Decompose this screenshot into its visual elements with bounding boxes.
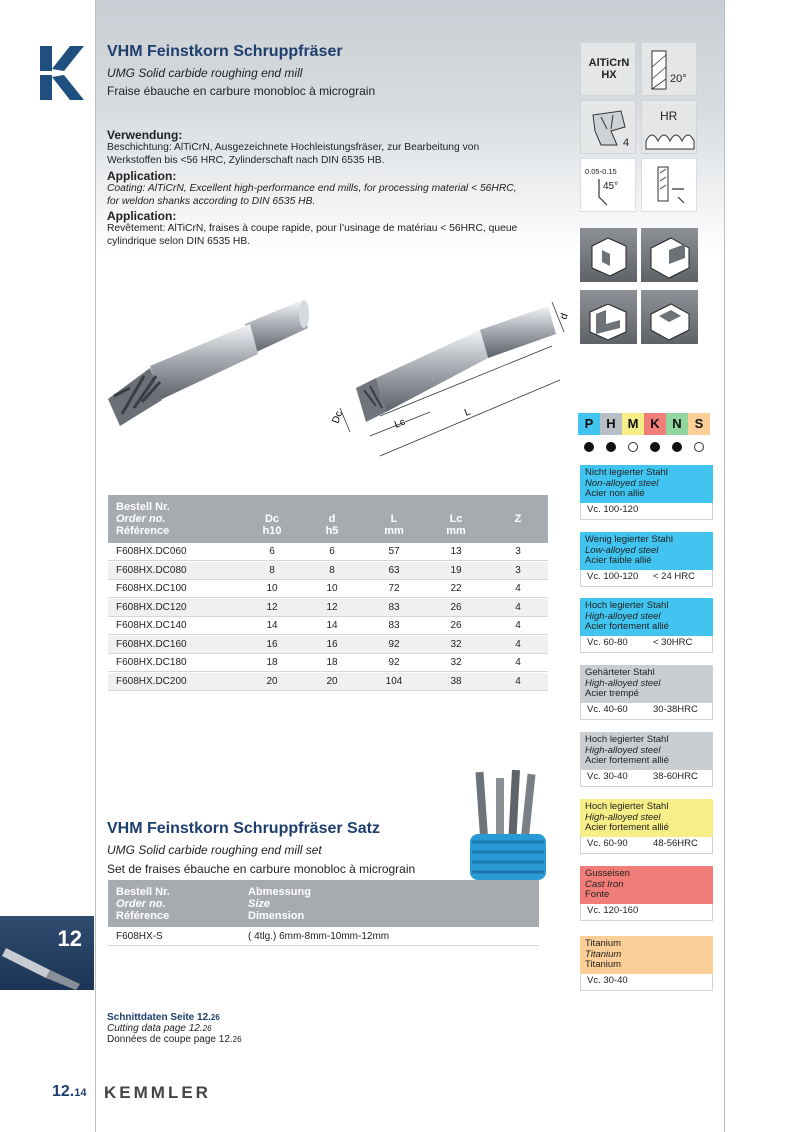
- cutting-speed-row: [580, 770, 713, 787]
- table-row: [108, 636, 548, 654]
- flutes-icon: [580, 100, 636, 154]
- table-cell: 12: [266, 601, 278, 613]
- cutting-data-reference: Schnittdaten Seite 12.26 Cutting data page 12.26 Données de coupe page 12.26: [107, 1012, 242, 1045]
- material-names: [580, 732, 713, 770]
- end-mill-diagram: [320, 296, 580, 466]
- tool-set-photo: [468, 768, 552, 886]
- order-no-label-de: Bestell Nr.: [116, 501, 170, 513]
- material-names: [580, 532, 713, 570]
- order-number: F608HX.DC120: [116, 601, 187, 613]
- table-cell: 4: [515, 583, 521, 594]
- cutting-speed-row: [580, 904, 713, 921]
- material-block: [580, 598, 713, 653]
- material-name-fr: Acier fortement allié: [585, 621, 669, 632]
- chamfer-angle-label: 45°: [603, 181, 619, 192]
- table-cell: 104: [385, 675, 403, 687]
- table-cell: 10: [266, 583, 278, 594]
- cutting-speed: Vc. 30-40: [587, 975, 628, 986]
- material-name-de: Gusseisen: [585, 868, 630, 879]
- material-name-fr: Acier fortement allié: [585, 755, 669, 766]
- hardness: 30-38HRC: [653, 704, 698, 715]
- coating-label: AlTiCrN HX: [588, 57, 630, 81]
- material-name-fr: Fonte: [585, 889, 610, 900]
- cutting-speed: Vc. 60-90: [587, 838, 628, 849]
- cutting-speed: Vc. 100-120: [587, 571, 639, 582]
- col-l-header: L mm: [384, 513, 404, 537]
- material-name-fr: Acier non allié: [585, 488, 645, 499]
- usage-label: Verwendung:: [107, 128, 183, 142]
- material-name-en: Non-alloyed steel: [585, 477, 659, 489]
- hardness: < 30HRC: [653, 637, 693, 648]
- table-row: [108, 654, 548, 672]
- size-label-de: Abmessung: [248, 886, 311, 898]
- table-cell: 57: [388, 546, 400, 557]
- table-cell: 6: [269, 546, 275, 557]
- table-cell: 16: [266, 638, 278, 650]
- material-block: [580, 732, 713, 787]
- divider: [724, 0, 725, 1132]
- material-name-en: High-alloyed steel: [585, 610, 661, 622]
- col-dc-header: Dc h10: [262, 513, 282, 537]
- table-cell: 92: [388, 657, 400, 668]
- cutting-speed-row: [580, 636, 713, 653]
- kemmler-logo: [40, 46, 84, 100]
- helix-angle-icon: [641, 42, 697, 96]
- coating-icon: [580, 42, 636, 96]
- table-cell: 83: [388, 620, 400, 631]
- material-code-s: S: [688, 413, 710, 435]
- suitability-dot: [688, 436, 710, 458]
- table-cell: 63: [388, 564, 400, 576]
- col-lc-header: Lc mm: [446, 513, 466, 537]
- table-cell: 72: [388, 583, 400, 594]
- material-name-en: Titanium: [585, 948, 622, 960]
- material-name-en: High-alloyed steel: [585, 744, 661, 756]
- table-cell: 32: [450, 638, 462, 650]
- order-number: F608HX-S: [116, 931, 163, 942]
- slotting-icon: [580, 228, 637, 282]
- table-cell: 4: [515, 638, 521, 650]
- chamfer-label: 0.05-0.15: [585, 167, 617, 176]
- table-cell: 14: [266, 620, 278, 631]
- table-cell: 26: [450, 601, 462, 613]
- side-milling-icon: [641, 228, 698, 282]
- material-names: [580, 665, 713, 703]
- pocket-milling-icon: [641, 290, 698, 344]
- material-name-de: Titanium: [585, 938, 622, 949]
- suitability-dot: [600, 436, 622, 458]
- material-block: [580, 799, 713, 854]
- table-cell: 26: [450, 620, 462, 631]
- order-number: F608HX.DC060: [116, 546, 187, 557]
- size-label-fr: Dimension: [248, 910, 305, 922]
- usage-label: Application:: [107, 169, 177, 183]
- material-name-de: Nicht legierter Stahl: [585, 467, 668, 478]
- material-code-h: H: [600, 413, 622, 435]
- table-cell: 38: [450, 675, 462, 687]
- end-mill-photo: [100, 296, 310, 436]
- material-block: [580, 936, 713, 991]
- chapter-tab: [0, 916, 94, 990]
- order-number: F608HX.DC180: [116, 657, 187, 668]
- dim-l-label: L: [463, 406, 473, 419]
- cutting-speed-row: [580, 703, 713, 720]
- helix-angle-label: 20°: [670, 73, 687, 85]
- table-cell: 3: [515, 564, 521, 576]
- material-name-de: Gehärteter Stahl: [585, 667, 655, 678]
- order-number: F608HX.DC100: [116, 583, 187, 594]
- material-name-de: Hoch legierter Stahl: [585, 600, 669, 611]
- usage-text: Coating: AlTiCrN, Excellent high-performance end mills, for processing material < 56HRC, for weldon shanks according to DIN 6535 HB.: [107, 183, 517, 207]
- cutting-data-fr: Données de coupe page 12.: [107, 1034, 233, 1045]
- col-d-header: d h5: [325, 513, 339, 537]
- material-names: [580, 598, 713, 636]
- order-no-label-de: Bestell Nr.: [116, 886, 170, 898]
- table-cell: 16: [326, 638, 338, 650]
- order-no-label-en: Order no.: [116, 513, 166, 525]
- table-row: [108, 562, 548, 580]
- material-names: [580, 799, 713, 837]
- table-cell: 20: [326, 675, 338, 687]
- hardness: 38-60HRC: [653, 771, 698, 782]
- material-code-k: K: [644, 413, 666, 435]
- col-z-header: Z: [514, 513, 522, 525]
- table-cell: 32: [450, 657, 462, 668]
- table-cell: 10: [326, 583, 338, 594]
- table-cell: 18: [326, 657, 338, 668]
- table-cell: 4: [515, 601, 521, 613]
- material-name-fr: Acier fortement allié: [585, 822, 669, 833]
- plunge-icon: [641, 158, 697, 212]
- table-row: [108, 673, 548, 691]
- suitability-dot: [666, 436, 688, 458]
- cutting-speed-row: [580, 570, 713, 587]
- material-name-fr: Acier faible allié: [585, 555, 652, 566]
- cutting-speed: Vc. 40-60: [587, 704, 628, 715]
- page-number: 12.14: [52, 1083, 87, 1100]
- table-cell: 6: [329, 546, 335, 557]
- material-block: [580, 665, 713, 720]
- order-number: F608HX.DC080: [116, 564, 187, 576]
- profile-icon: [641, 100, 697, 154]
- table-row: [108, 580, 548, 598]
- size-label-en: Size: [248, 898, 271, 910]
- table-cell: 4: [515, 657, 521, 668]
- table-row: [108, 617, 548, 635]
- profile-label: HR: [660, 109, 678, 123]
- material-block: [580, 465, 713, 520]
- table-cell: 22: [450, 583, 462, 594]
- product-subtitle-fr: Fraise ébauche en carbure monobloc à micrograin: [107, 84, 376, 98]
- material-code-m: M: [622, 413, 644, 435]
- product-subtitle-en: UMG Solid carbide roughing end mill: [107, 66, 303, 80]
- material-name-de: Hoch legierter Stahl: [585, 734, 669, 745]
- cutting-speed-row: [580, 503, 713, 520]
- table-cell: 20: [266, 675, 278, 687]
- table-cell: 13: [450, 546, 462, 557]
- order-no-label-fr: Référence: [116, 525, 170, 537]
- table-cell: 4: [515, 675, 521, 687]
- table-cell: 83: [388, 601, 400, 613]
- suitability-dot: [578, 436, 600, 458]
- usage-en: [107, 169, 527, 208]
- order-number: F608HX.DC200: [116, 675, 187, 687]
- order-table-header: [108, 495, 548, 543]
- set-table-header: [108, 880, 539, 927]
- material-block: [580, 866, 713, 921]
- material-name-en: Cast Iron: [585, 878, 624, 890]
- chapter-number: 12: [57, 926, 82, 951]
- order-no-label-fr: Référence: [116, 910, 170, 922]
- cutting-speed: Vc. 60-80: [587, 637, 628, 648]
- hardness: < 24 HRC: [653, 571, 695, 582]
- cutting-speed-row: [580, 837, 713, 854]
- set-title: VHM Feinstkorn Schruppfräser Satz: [107, 820, 380, 837]
- product-title: VHM Feinstkorn Schruppfräser: [107, 43, 343, 60]
- hardness: 48-56HRC: [653, 838, 698, 849]
- suitability-dot: [644, 436, 666, 458]
- table-cell: 19: [450, 564, 462, 576]
- material-names: [580, 465, 713, 503]
- table-cell: 12: [326, 601, 338, 613]
- table-row: [108, 599, 548, 617]
- material-name-de: Wenig legierter Stahl: [585, 534, 674, 545]
- cutting-speed: Vc. 120-160: [587, 905, 639, 916]
- table-cell: 8: [269, 564, 275, 576]
- cutting-speed: Vc. 100-120: [587, 504, 639, 515]
- table-cell: 4: [515, 620, 521, 631]
- cutting-speed-row: [580, 974, 713, 991]
- table-row: [108, 543, 548, 561]
- material-name-en: High-alloyed steel: [585, 811, 661, 823]
- material-name-fr: Titanium: [585, 959, 622, 970]
- dim-d-label: d: [558, 312, 571, 322]
- table-cell: 18: [266, 657, 278, 668]
- size-value: ( 4tlg.) 6mm-8mm-10mm-12mm: [248, 931, 390, 942]
- material-groups: [578, 413, 713, 458]
- order-number: F608HX.DC140: [116, 620, 187, 631]
- material-names: [580, 866, 713, 904]
- material-name-de: Hoch legierter Stahl: [585, 801, 669, 812]
- usage-fr: [107, 209, 527, 248]
- set-subtitle-fr: Set de fraises ébauche en carbure monobloc à micrograin: [107, 862, 416, 876]
- material-names: [580, 936, 713, 974]
- material-name-en: Low-alloyed steel: [585, 544, 659, 556]
- set-subtitle-en: UMG Solid carbide roughing end mill set: [107, 843, 322, 857]
- dim-dc-label: Dc: [330, 409, 346, 426]
- table-cell: 3: [515, 546, 521, 557]
- order-number: F608HX.DC160: [116, 638, 187, 650]
- divider: [95, 0, 96, 1132]
- material-code-p: P: [578, 413, 600, 435]
- brand-name: KEMMLER: [104, 1083, 211, 1102]
- table-cell: 14: [326, 620, 338, 631]
- table-cell: 92: [388, 638, 400, 650]
- material-name-fr: Acier trempé: [585, 688, 639, 699]
- usage-de: [107, 128, 527, 167]
- cutting-data-de: Schnittdaten Seite 12.: [107, 1012, 211, 1023]
- usage-text: Revêtement: AlTiCrN, fraises à coupe rapide, pour l’usinage de matériau < 56HRC, queue cylindrique selon DIN 6535 HB.: [107, 223, 518, 247]
- usage-label: Application:: [107, 209, 177, 223]
- table-row: [108, 928, 539, 946]
- material-name-en: High-alloyed steel: [585, 677, 661, 689]
- shoulder-milling-icon: [580, 290, 637, 344]
- cutting-data-en: Cutting data page 12.: [107, 1023, 203, 1034]
- usage-text: Beschichtung: AlTiCrN, Ausgezeichnete Hochleistungsfräser, zur Bearbeitung von Werkstoffen bis <56 HRC, Zylinderschaft nach DIN 6535 HB.: [107, 142, 480, 166]
- flutes-label: 4: [623, 137, 630, 149]
- material-code-n: N: [666, 413, 688, 435]
- suitability-dot: [622, 436, 644, 458]
- dim-lc-label: Lc: [393, 416, 407, 431]
- table-cell: 8: [329, 564, 335, 576]
- chamfer-icon: [580, 158, 636, 212]
- cutting-speed: Vc. 30-40: [587, 771, 628, 782]
- material-block: [580, 532, 713, 587]
- order-no-label-en: Order no.: [116, 898, 166, 910]
